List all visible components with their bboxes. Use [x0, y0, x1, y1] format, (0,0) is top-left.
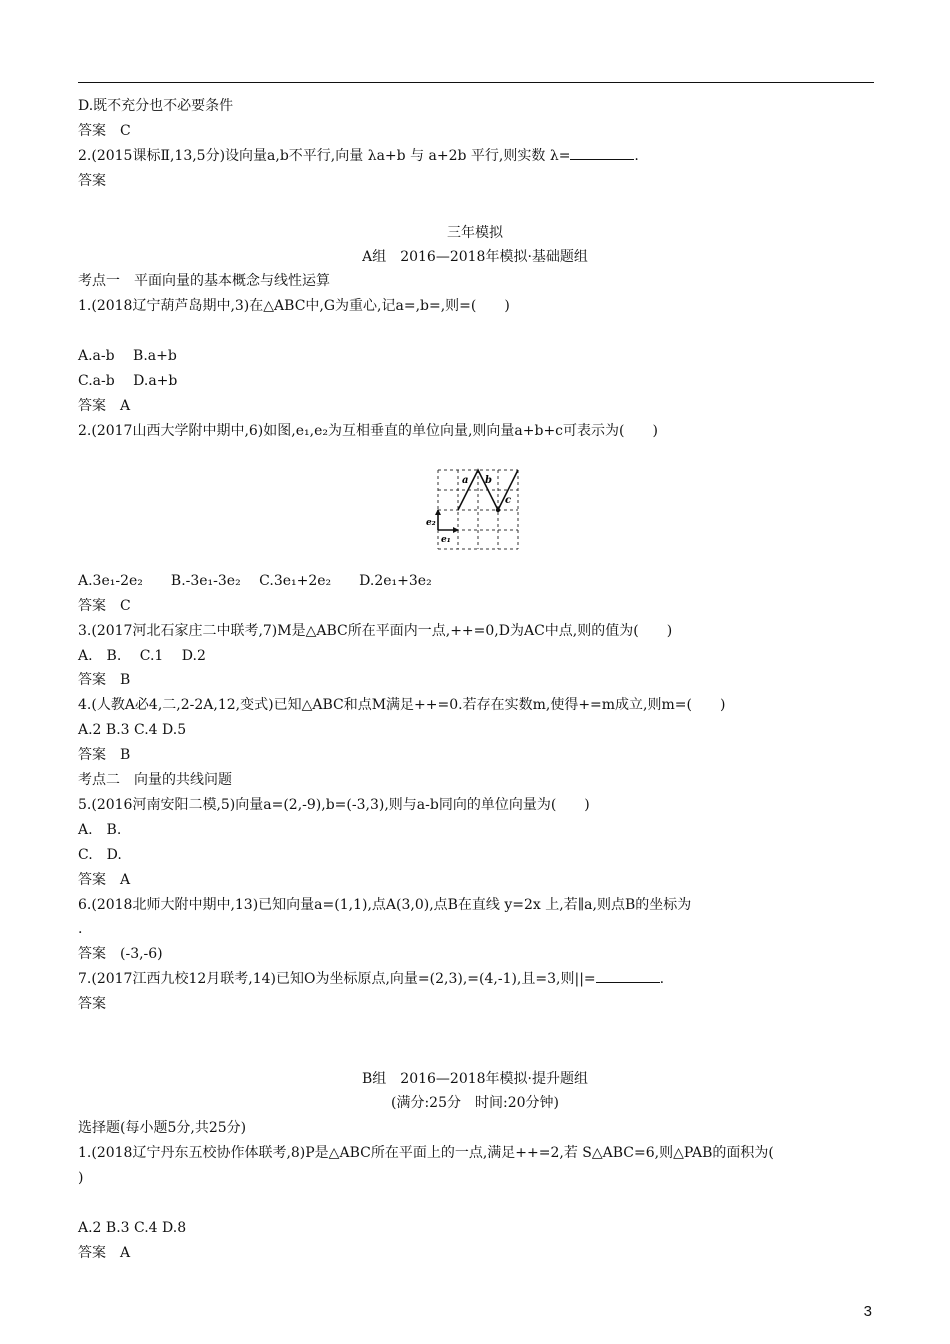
options-b1: A.2 B.3 C.4 D.8 [78, 1220, 187, 1236]
question-a6: 6.(2018北师大附中期中,13)已知向量a=(1,1),点A(3,0),点B在直线 y=2x 上,若∥a,则点B的坐标为 [78, 897, 692, 913]
question-a3: 3.(2017河北石家庄二中联考,7)M是△ABC所在平面内一点,++=0,D为AC中点,则的值为( ) [78, 623, 673, 639]
answer-line: 答案 B [78, 672, 131, 688]
answer-line: 答案 [78, 996, 106, 1012]
options-a1-cd: C.a-b D.a+b [78, 373, 178, 389]
question-a2: 2.(2017山西大学附中期中,6)如图,e₁,e₂为互相垂直的单位向量,则向量a+b+c可表示为( ) [78, 423, 658, 439]
answer-line: 答案 B [78, 747, 131, 763]
answer-line: 答案 C [78, 598, 131, 614]
question-b1: 1.(2018辽宁丹东五校协作体联考,8)P是△ABC所在平面上的一点,满足++=2,若 S△ABC=6,则△PAB的面积为( [78, 1145, 774, 1161]
answer-line: 答案 C [78, 123, 131, 139]
question-a5: 5.(2016河南安阳二模,5)向量a=(2,-9),b=(-3,3),则与a-b同向的单位向量为( ) [78, 797, 590, 813]
section-title: 三年模拟 [447, 225, 503, 241]
answer-line: 答案 A [78, 1245, 131, 1261]
group-b-subtitle: (满分:25分 时间:20分钟) [391, 1095, 559, 1111]
answer-line: 答案 A [78, 398, 131, 414]
topic-two-heading: 考点二 向量的共线问题 [78, 772, 232, 788]
label-e2: e₂ [426, 518, 436, 528]
topic-one-heading: 考点一 平面向量的基本概念与线性运算 [78, 273, 330, 289]
options-a1-ab: A.a-b B.a+b [78, 348, 177, 364]
options-a2: A.3e₁-2e₂ B.-3e₁-3e₂ C.3e₁+2e₂ D.2e₁+3e₂ [78, 573, 432, 589]
answer-line: 答案 (-3,-6) [78, 946, 163, 962]
answer-blank [596, 970, 660, 983]
group-b-title: B组 2016—2018年模拟·提升题组 [362, 1071, 588, 1087]
question-a6-end: . [78, 921, 83, 937]
question-a1: 1.(2018辽宁葫芦岛期中,3)在△ABC中,G为重心,记a=,b=,则=( ) [78, 298, 510, 314]
label-b: b [485, 475, 492, 486]
options-a5-cd: C. D. [78, 847, 122, 863]
label-e1: e₁ [441, 535, 451, 545]
group-a-title: A组 2016—2018年模拟·基础题组 [362, 249, 588, 265]
path-vertex [496, 508, 500, 512]
question-a4: 4.(人教A必4,二,2-2A,12,变式)已知△ABC和点M满足++=0.若存在实数m,使得+=m成立,则m=( ) [78, 697, 726, 713]
answer-line: 答案 [78, 173, 106, 189]
label-c: c [505, 495, 512, 506]
answer-line: 答案 A [78, 872, 131, 888]
page-number: 3 [863, 1303, 872, 1320]
label-a: a [462, 475, 469, 486]
header-rule [78, 82, 874, 83]
question-2015-2: 2.(2015课标Ⅱ,13,5分)设向量a,b不平行,向量 λa+b 与 a+2b 平行,则实数 λ= . [78, 148, 639, 164]
option-d-text: D.既不充分也不必要条件 [78, 98, 234, 114]
question-a7: 7.(2017江西九校12月联考,14)已知O为坐标原点,向量=(2,3),=(4,-1),且=3,则||= . [78, 971, 665, 987]
options-a5-ab: A. B. [78, 822, 122, 838]
choice-section-heading: 选择题(每小题5分,共25分) [78, 1120, 247, 1136]
options-a4: A.2 B.3 C.4 D.5 [78, 722, 187, 738]
options-a3: A. B. C.1 D.2 [78, 648, 206, 664]
answer-blank [570, 147, 634, 160]
question-b1-end: ) [78, 1170, 84, 1186]
vector-grid-figure [425, 467, 525, 555]
